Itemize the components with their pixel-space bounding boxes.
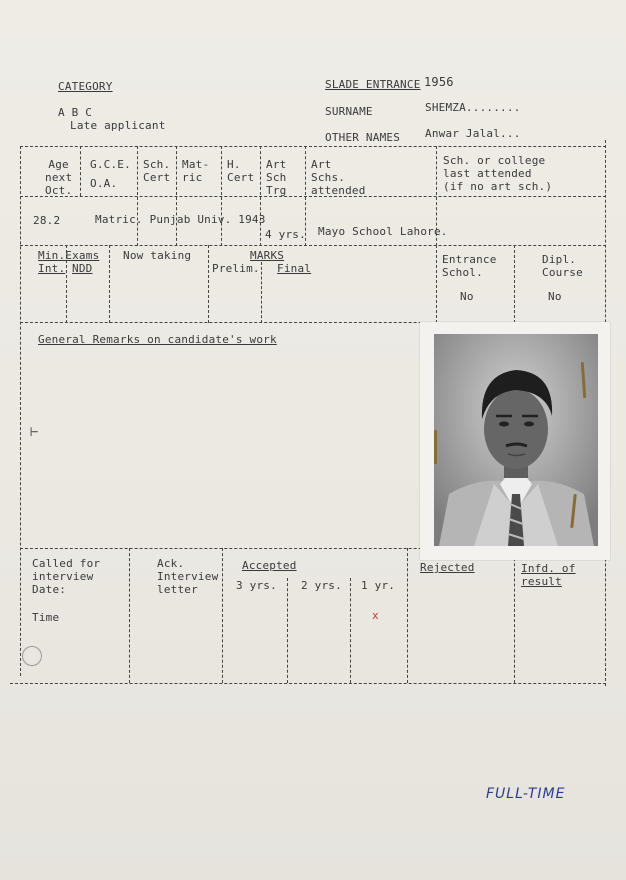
age-value: 28.2 bbox=[33, 214, 61, 227]
category-options: A B C bbox=[58, 106, 93, 119]
rule bbox=[407, 548, 408, 683]
ndd-label: NDD bbox=[72, 262, 93, 275]
punch-mark: ⊢ bbox=[30, 424, 39, 440]
one-year-mark: x bbox=[372, 609, 379, 622]
rule bbox=[176, 146, 177, 246]
entrance-year: 1956 bbox=[424, 75, 454, 89]
header-h-cert: H. Cert bbox=[227, 158, 255, 184]
rule bbox=[80, 146, 81, 196]
surname-value: SHEMZA........ bbox=[425, 101, 521, 114]
other-names-value: Anwar Jalal... bbox=[425, 127, 521, 140]
rule bbox=[261, 262, 262, 323]
rule bbox=[222, 548, 223, 683]
rule bbox=[208, 245, 209, 323]
time-label: Time bbox=[32, 611, 60, 624]
other-names-label: OTHER NAMES bbox=[325, 131, 401, 144]
qualification-value: Matric. Punjab Univ. 1943 bbox=[95, 213, 266, 226]
rejected-label: Rejected bbox=[420, 561, 475, 574]
rule bbox=[514, 548, 515, 683]
applicant-photo bbox=[420, 322, 610, 560]
rule bbox=[109, 245, 110, 323]
accepted-label: Accepted bbox=[242, 559, 297, 572]
rule bbox=[137, 146, 138, 246]
staple bbox=[434, 430, 437, 464]
three-years-label: 3 yrs. bbox=[236, 579, 277, 592]
school-attended: Mayo School Lahore. bbox=[318, 225, 448, 238]
entrance-schol-value: No bbox=[460, 290, 474, 303]
header-sch-college: Sch. or college last attended (if no art sch.) bbox=[443, 154, 553, 193]
handwritten-full-time: FULL-TIME bbox=[486, 786, 566, 802]
remarks-label: General Remarks on candidate's work bbox=[38, 333, 277, 346]
rule bbox=[514, 245, 515, 323]
prelim-label: Prelim. bbox=[212, 262, 260, 275]
called-for-interview-label: Called for interview Date: bbox=[32, 557, 101, 596]
slade-entrance-label: SLADE ENTRANCE bbox=[325, 78, 421, 91]
marks-label: MARKS bbox=[250, 249, 285, 262]
rule bbox=[10, 683, 606, 684]
dipl-course-value: No bbox=[548, 290, 562, 303]
now-taking-label: Now taking bbox=[123, 249, 192, 262]
two-years-label: 2 yrs. bbox=[301, 579, 342, 592]
rule bbox=[20, 146, 21, 676]
header-art-schs: Art Schs. attended bbox=[311, 158, 366, 197]
rule bbox=[287, 578, 288, 683]
punch-hole bbox=[22, 646, 42, 666]
infd-of-result-label: Infd. of result bbox=[521, 562, 576, 588]
one-year-label: 1 yr. bbox=[361, 579, 396, 592]
header-sch-cert: Sch. Cert bbox=[143, 158, 171, 184]
rule bbox=[436, 245, 437, 323]
training-years: 4 yrs. bbox=[265, 228, 306, 241]
rule bbox=[260, 146, 261, 246]
header-age: Age next Oct. bbox=[45, 158, 73, 197]
rule bbox=[221, 146, 222, 246]
header-gce: G.C.E. O.A. bbox=[90, 158, 131, 190]
header-art-sch-trg: Art Sch Trg bbox=[266, 158, 287, 197]
rule bbox=[20, 146, 606, 147]
header-matric: Mat- ric bbox=[182, 158, 210, 184]
final-label: Final bbox=[277, 262, 312, 275]
entrance-schol-label: Entrance Schol. bbox=[442, 253, 497, 279]
rule bbox=[20, 245, 606, 246]
category-label: CATEGORY bbox=[58, 80, 113, 93]
late-applicant: Late applicant bbox=[70, 119, 166, 132]
int-label: Int. bbox=[38, 262, 66, 275]
rule bbox=[350, 578, 351, 683]
ack-interview-letter-label: Ack. Interview letter bbox=[157, 557, 219, 596]
min-exams-label: Min.Exams bbox=[38, 249, 100, 262]
dipl-course-label: Dipl. Course bbox=[542, 253, 583, 279]
rule bbox=[129, 548, 130, 683]
surname-label: SURNAME bbox=[325, 105, 373, 118]
